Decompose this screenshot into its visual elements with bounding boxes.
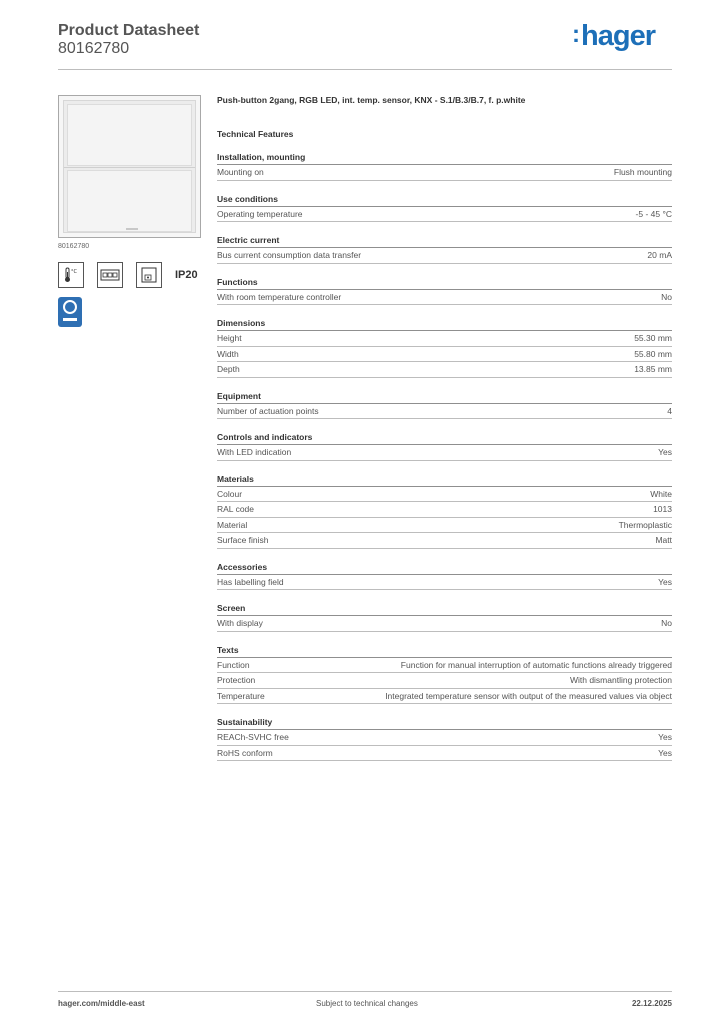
spec-row — [217, 689, 672, 705]
feature-icons — [58, 262, 202, 288]
spec-row — [217, 290, 672, 306]
spec-value: Yes — [658, 447, 672, 457]
spec-label: Protection — [217, 675, 256, 685]
spec-row — [217, 165, 672, 181]
spec-value: No — [661, 618, 672, 628]
spec-row — [217, 746, 672, 762]
spec-label: RAL code — [217, 504, 255, 514]
spec-section — [217, 277, 672, 306]
image-caption: 80162780 — [58, 243, 90, 250]
spec-value: Flush mounting — [613, 167, 672, 177]
spec-label: Colour — [217, 488, 243, 499]
spec-row — [217, 533, 672, 549]
spec-value: Function for manual interruption of automatic functions already triggered — [400, 659, 672, 670]
spec-label: Number of actuation points — [217, 405, 319, 416]
ip-rating-label: IP20 — [175, 269, 198, 281]
document-title: Product Datasheet — [58, 22, 200, 39]
spec-row — [217, 616, 672, 632]
spec-label: Has labelling field — [217, 576, 284, 587]
footer-date: 22.12.2025 — [631, 999, 672, 1008]
spec-section — [217, 152, 672, 181]
section-title: Dimensions — [217, 318, 672, 331]
spec-section — [217, 562, 672, 591]
product-overview — [58, 95, 202, 327]
spec-value: 4 — [667, 405, 672, 416]
footer-notice: Subject to technical changes — [316, 999, 418, 1008]
spec-label: Function — [217, 659, 250, 670]
spec-row — [217, 518, 672, 534]
section-title: Materials — [217, 474, 672, 487]
technical-features-heading: Technical Features — [217, 129, 294, 139]
section-title: Accessories — [217, 562, 672, 575]
spec-section — [217, 645, 672, 705]
section-title: Texts — [217, 645, 672, 658]
spec-row — [217, 502, 672, 518]
page-footer — [58, 991, 672, 1008]
spec-value: 55.30 mm — [634, 333, 672, 343]
spec-section — [217, 717, 672, 761]
spec-value: No — [661, 291, 672, 302]
spec-value: Integrated temperature sensor with output of the measured values via object — [385, 690, 672, 701]
spec-label: Material — [217, 519, 248, 530]
spec-row — [217, 362, 672, 378]
spec-row — [217, 347, 672, 363]
spec-label: Depth — [217, 364, 240, 374]
spec-value: Yes — [658, 576, 672, 587]
spec-label: Width — [217, 348, 239, 359]
spec-row — [217, 673, 672, 689]
spec-label: Surface finish — [217, 535, 269, 545]
product-number: 80162780 — [58, 40, 130, 57]
product-image — [58, 95, 201, 238]
section-title: Screen — [217, 603, 672, 616]
led-strip — [64, 167, 195, 168]
spec-value: Yes — [658, 747, 672, 758]
spec-value: 20 mA — [647, 250, 672, 260]
spec-section — [217, 194, 672, 223]
spec-section — [217, 391, 672, 420]
spec-label: With room temperature controller — [217, 291, 342, 302]
specifications — [217, 95, 672, 761]
spec-sections — [217, 152, 672, 761]
spec-row — [217, 730, 672, 746]
temperature-sensor-icon — [58, 262, 84, 288]
spec-row — [217, 207, 672, 223]
section-title: Functions — [217, 277, 672, 290]
spec-row — [217, 575, 672, 591]
product-name: Push-button 2gang, RGB LED, int. temp. sensor, KNX - S.1/B.3/B.7, f. p.white — [217, 95, 526, 105]
section-title: Sustainability — [217, 717, 672, 730]
spec-value: Thermoplastic — [618, 519, 672, 530]
section-title: Equipment — [217, 391, 672, 404]
spec-section — [217, 432, 672, 461]
section-title: Controls and indicators — [217, 432, 672, 445]
spec-row — [217, 445, 672, 461]
spec-label: Temperature — [217, 690, 265, 701]
spec-label: With LED indication — [217, 447, 292, 457]
spec-label: REACh-SVHC free — [217, 732, 289, 742]
hager-logo: :hager — [572, 20, 655, 52]
spec-row — [217, 248, 672, 264]
spec-value: Yes — [658, 732, 672, 742]
spec-row — [217, 404, 672, 420]
spec-row — [217, 487, 672, 503]
section-title: Installation, mounting — [217, 152, 672, 165]
knx-bus-icon — [97, 262, 123, 288]
spec-value: White — [650, 488, 672, 499]
spec-label: Operating temperature — [217, 208, 303, 219]
spec-value: 1013 — [653, 504, 672, 514]
spec-value: With dismantling protection — [569, 675, 672, 685]
spec-section — [217, 318, 672, 378]
spec-label: With display — [217, 618, 263, 628]
section-title: Use conditions — [217, 194, 672, 207]
page-header — [58, 22, 672, 70]
eco-passport-icon — [58, 297, 82, 327]
spec-label: Bus current consumption data transfer — [217, 250, 362, 260]
spec-value: -5 - 45 °C — [635, 208, 672, 219]
footer-website: hager.com/middle-east — [58, 999, 145, 1008]
spec-section — [217, 603, 672, 632]
rocker-mark — [126, 228, 138, 230]
spec-label: RoHS conform — [217, 747, 273, 758]
spec-section — [217, 235, 672, 264]
svg-text:°C: °C — [71, 269, 77, 275]
mounting-box-icon — [136, 262, 162, 288]
spec-value: Matt — [655, 535, 672, 545]
spec-row — [217, 658, 672, 674]
spec-section — [217, 474, 672, 549]
spec-label: Mounting on — [217, 167, 264, 177]
product-plate — [63, 100, 196, 233]
spec-row — [217, 331, 672, 347]
rocker-bottom — [67, 170, 192, 232]
spec-value: 55.80 mm — [634, 348, 672, 359]
spec-value: 13.85 mm — [634, 364, 672, 374]
rocker-top — [67, 104, 192, 166]
section-title: Electric current — [217, 235, 672, 248]
spec-label: Height — [217, 333, 242, 343]
